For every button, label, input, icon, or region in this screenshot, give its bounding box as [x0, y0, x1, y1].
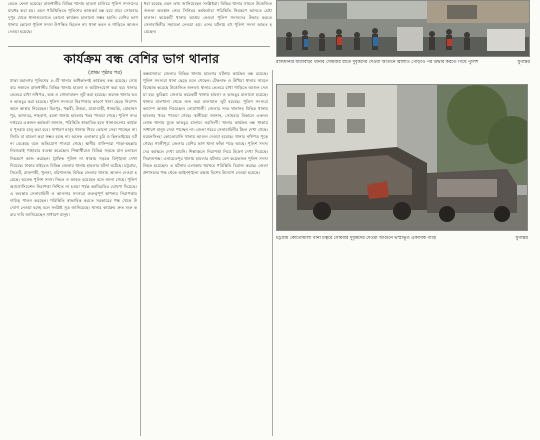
continuation-kicker: (প্রথম পৃষ্ঠার পর) — [88, 70, 122, 76]
column-divider — [141, 2, 142, 42]
article-headline: কার্যক্রম বন্ধ বেশির ভাগ থানার — [63, 51, 220, 66]
body-column-1-text: ঢাকা মহানগর পুলিশের ৫০টি থানার অধিকাংশই কার্যক্রম বন্ধ রয়েছে। সোমবার সকালে রাজধানীর বিভিন্ন থানায় হামলা ও অগ্নিসংযোগ করা হয়। থানার ভেতরে রাখা নথিপত্র, অস্ত্র ও গোলাবারুদ লুট করা হয়েছে। অনেক থানার ভবন ভাঙচুর করা হয়েছে। পুলিশ সদস্যরা নিরাপত্তার কারণে থানা ছেড়ে নিরাপদ স্থানে আশ্রয় নিয়েছেন। মিরপুর, পল্লবী, উত্তরা, যাত্রাবাড়ী, ধানমন্ডি, মোহাম্মদপুর, আদাবর, শাহবাগ, রমনা থানায় হামলার খবর পাওয়া গেছে। পুলিশ সদর দপ্তরের একজন কর্মকর্তা জানান, পরিস্থিতি স্বাভাবিক হলে থানাগুলোর কার্যক্রম পুনরায় চালু করা হবে। সাধারণ মানুষ থানায় গিয়ে কোনো সেবা পাচ্ছেন না। জিডি বা মামলা করা সম্ভব হচ্ছে না। অনেক এলাকায় চুরি ও ছিনতাইয়ের ঘটনা বেড়েছে বলে অভিযোগ পাওয়া গেছে। স্থানীয় বাসিন্দারা পাড়া-মহল্লায় নিজেরাই পাহারার ব্যবস্থা করেছেন। শিক্ষার্থীরাও বিভিন্ন সড়কে যান চলাচল নিয়ন্ত্রণে কাজ করছেন। ট্রাফিক পুলিশ না থাকায় সড়কে বিশৃঙ্খলা দেখা দিয়েছে। ঢাকার বাইরেও বিভিন্ন জেলায় থানায় হামলার ঘটনা ঘটেছে। চট্টগ্রাম, সিলেট, রাজশাহী, খুলনা, বরিশালসহ বিভিন্ন জেলার থানায় আগুন দেওয়া হয়েছে। অনেক পুলিশ সদস্য নিহত ও আহত হয়েছেন বলে জানা গেছে। পুলিশ অ্যাসোসিয়েশন নিরাপত্তা নিশ্চিত না হওয়া পর্যন্ত কর্মবিরতির ঘোষণা দিয়েছে। এ অবস্থায় সেনাবাহিনী ও আনসার সদস্যরা গুরুত্বপূর্ণ স্থাপনার নিরাপত্তায় দায়িত্ব পালন করছেন। পরিস্থিতি স্বাভাবিক করতে সরকারের পক্ষ থেকে উদ্যোগ নেওয়া হচ্ছে বলে সংশ্লিষ্ট সূত্র জানিয়েছে। থানার কার্যক্রম দ্রুত শুরু করার দাবি জানিয়েছেন সাধারণ মানুষ। — [10, 78, 137, 217]
column-divider — [272, 70, 273, 436]
section-rule — [8, 46, 270, 47]
crowd-photo-caption — [276, 60, 530, 67]
body-column-2-text: কক্সবাজার: জেলার বিভিন্ন থানায় হামলার ঘটনায় কার্যক্রম বন্ধ রয়েছে। পুলিশ সদস্যরা থানা ছেড়ে চলে গেছেন। টেকনাফ ও উখিয়া থানার সামনে বিক্ষোভ করেছে উত্তেজিত জনতা। থানার ভেতরে রাখা গাড়িতে আগুন দেওয়া হয়। কুমিল্লা: জেলার কয়েকটি থানায় হামলা ও ভাঙচুর চালানো হয়েছে। থানার মালখানা থেকে জব্দ করা মালামাল লুট হয়েছে। পুলিশ সদস্যরা ক্যাম্পে আশ্রয় নিয়েছেন। নোয়াখালী: জেলার সদর থানাসহ বিভিন্ন থানায় হামলার খবর পাওয়া গেছে। স্থানীয়রা জানান, সোমবার বিকালে একদল লোক থানায় ঢুকে ভাঙচুর চালায়। নরসিংদী: থানার কার্যক্রম বন্ধ থাকায় সাধারণ মানুষ সেবা পাচ্ছেন না। জেলা শহরে সেনাবাহিনীর টহল দেখা গেছে। ময়মনসিংহ: কোতোয়ালি থানায় আগুন দেওয়া হয়েছে। থানার নথিপত্র পুড়ে গেছে। গাজীপুর: জেলার বেশির ভাগ থানা ফাঁকা পড়ে আছে। পুলিশ সদস্যদের কর্মস্থলে দেখা যায়নি। শিল্পাঞ্চলে নিরাপত্তা নিয়ে উদ্বেগ দেখা দিয়েছে। সিরাজগঞ্জ: এনায়েতপুর থানায় হামলার ঘটনায় বেশ কয়েকজন পুলিশ সদস্য নিহত হয়েছেন। এ ঘটনায় এলাকায় থমথমে পরিস্থিতি বিরাজ করছে। জেলা প্রশাসনের পক্ষ থেকে আইনশৃঙ্খলা রক্ষায় বিশেষ উদ্যোগ নেওয়া হয়েছে। — [143, 71, 268, 175]
burnt-vehicles-caption — [276, 236, 528, 243]
caption-text: রাজধানীর যাত্রাবাড়ী থানার সোমবার রাতে দুর্বৃত্তদের দেওয়া আগুনে জ্বালাও পোড়াও পর উদ্ধার করতে গিয়ে পুলিশ — [276, 60, 479, 65]
burnt-vehicles-image — [277, 85, 528, 231]
burnt-vehicles-photo — [276, 84, 528, 231]
photo-credit: যুগান্তর — [517, 60, 530, 65]
top-middle-text — [144, 0, 272, 44]
top-left-text — [8, 0, 138, 44]
caption-text: চট্টগ্রাম কোতোয়ালী থানা চত্বরে সোমবার দুর্বৃত্তদের দেওয়া আগুনে ভস্মীভূত একাধিক গাড়ি — [276, 236, 437, 241]
body-column-2 — [143, 70, 268, 438]
photo-credit: যুগান্তর — [515, 236, 528, 241]
top-middle-paragraph: ধরা হয়েছে এমন তথ্য জানিয়েছেন সংশ্লিষ্টরা। বিভিন্ন থানার সামনে উত্তেজিত জনতা অবস্থান নেয়। সিনিয়র কর্মকর্তারা পরিস্থিতি নিয়ন্ত্রণে আনতে চেষ্টা চালান। কয়েকটি থানায় আশ্রয় নেওয়া পুলিশ সদস্যদের উদ্ধার করতে সেনাবাহিনীর সহায়তা নেওয়া হয়। এসব ঘটনায় বহু পুলিশ সদস্য আহত হয়েছেন। — [144, 1, 272, 35]
crowd-photo-image — [277, 1, 530, 57]
column-divider — [140, 70, 141, 436]
body-column-1 — [10, 77, 137, 438]
crowd-photo — [276, 0, 530, 57]
top-left-paragraph: ভেঙে ফেলা হয়েছে। রাজধানীর বিভিন্ন থানায় হামলা চালিয়ে পুলিশ সদস্যদের মারধর করা হয়। এমন পরিস্থিতিতে পুলিশের কাজকর্ম বন্ধ হয়ে যায়। সোমবার দুপুর থেকে থানাগুলোতে কোনো কার্যক্রম চালানো সম্ভব হয়নি। বেশির ভাগ থানায় কোনো পুলিশ সদস্য উপস্থিত ছিলেন না। থানা ভবন ও গাড়িতে আগুন দেওয়া হয়েছে। — [8, 1, 138, 35]
